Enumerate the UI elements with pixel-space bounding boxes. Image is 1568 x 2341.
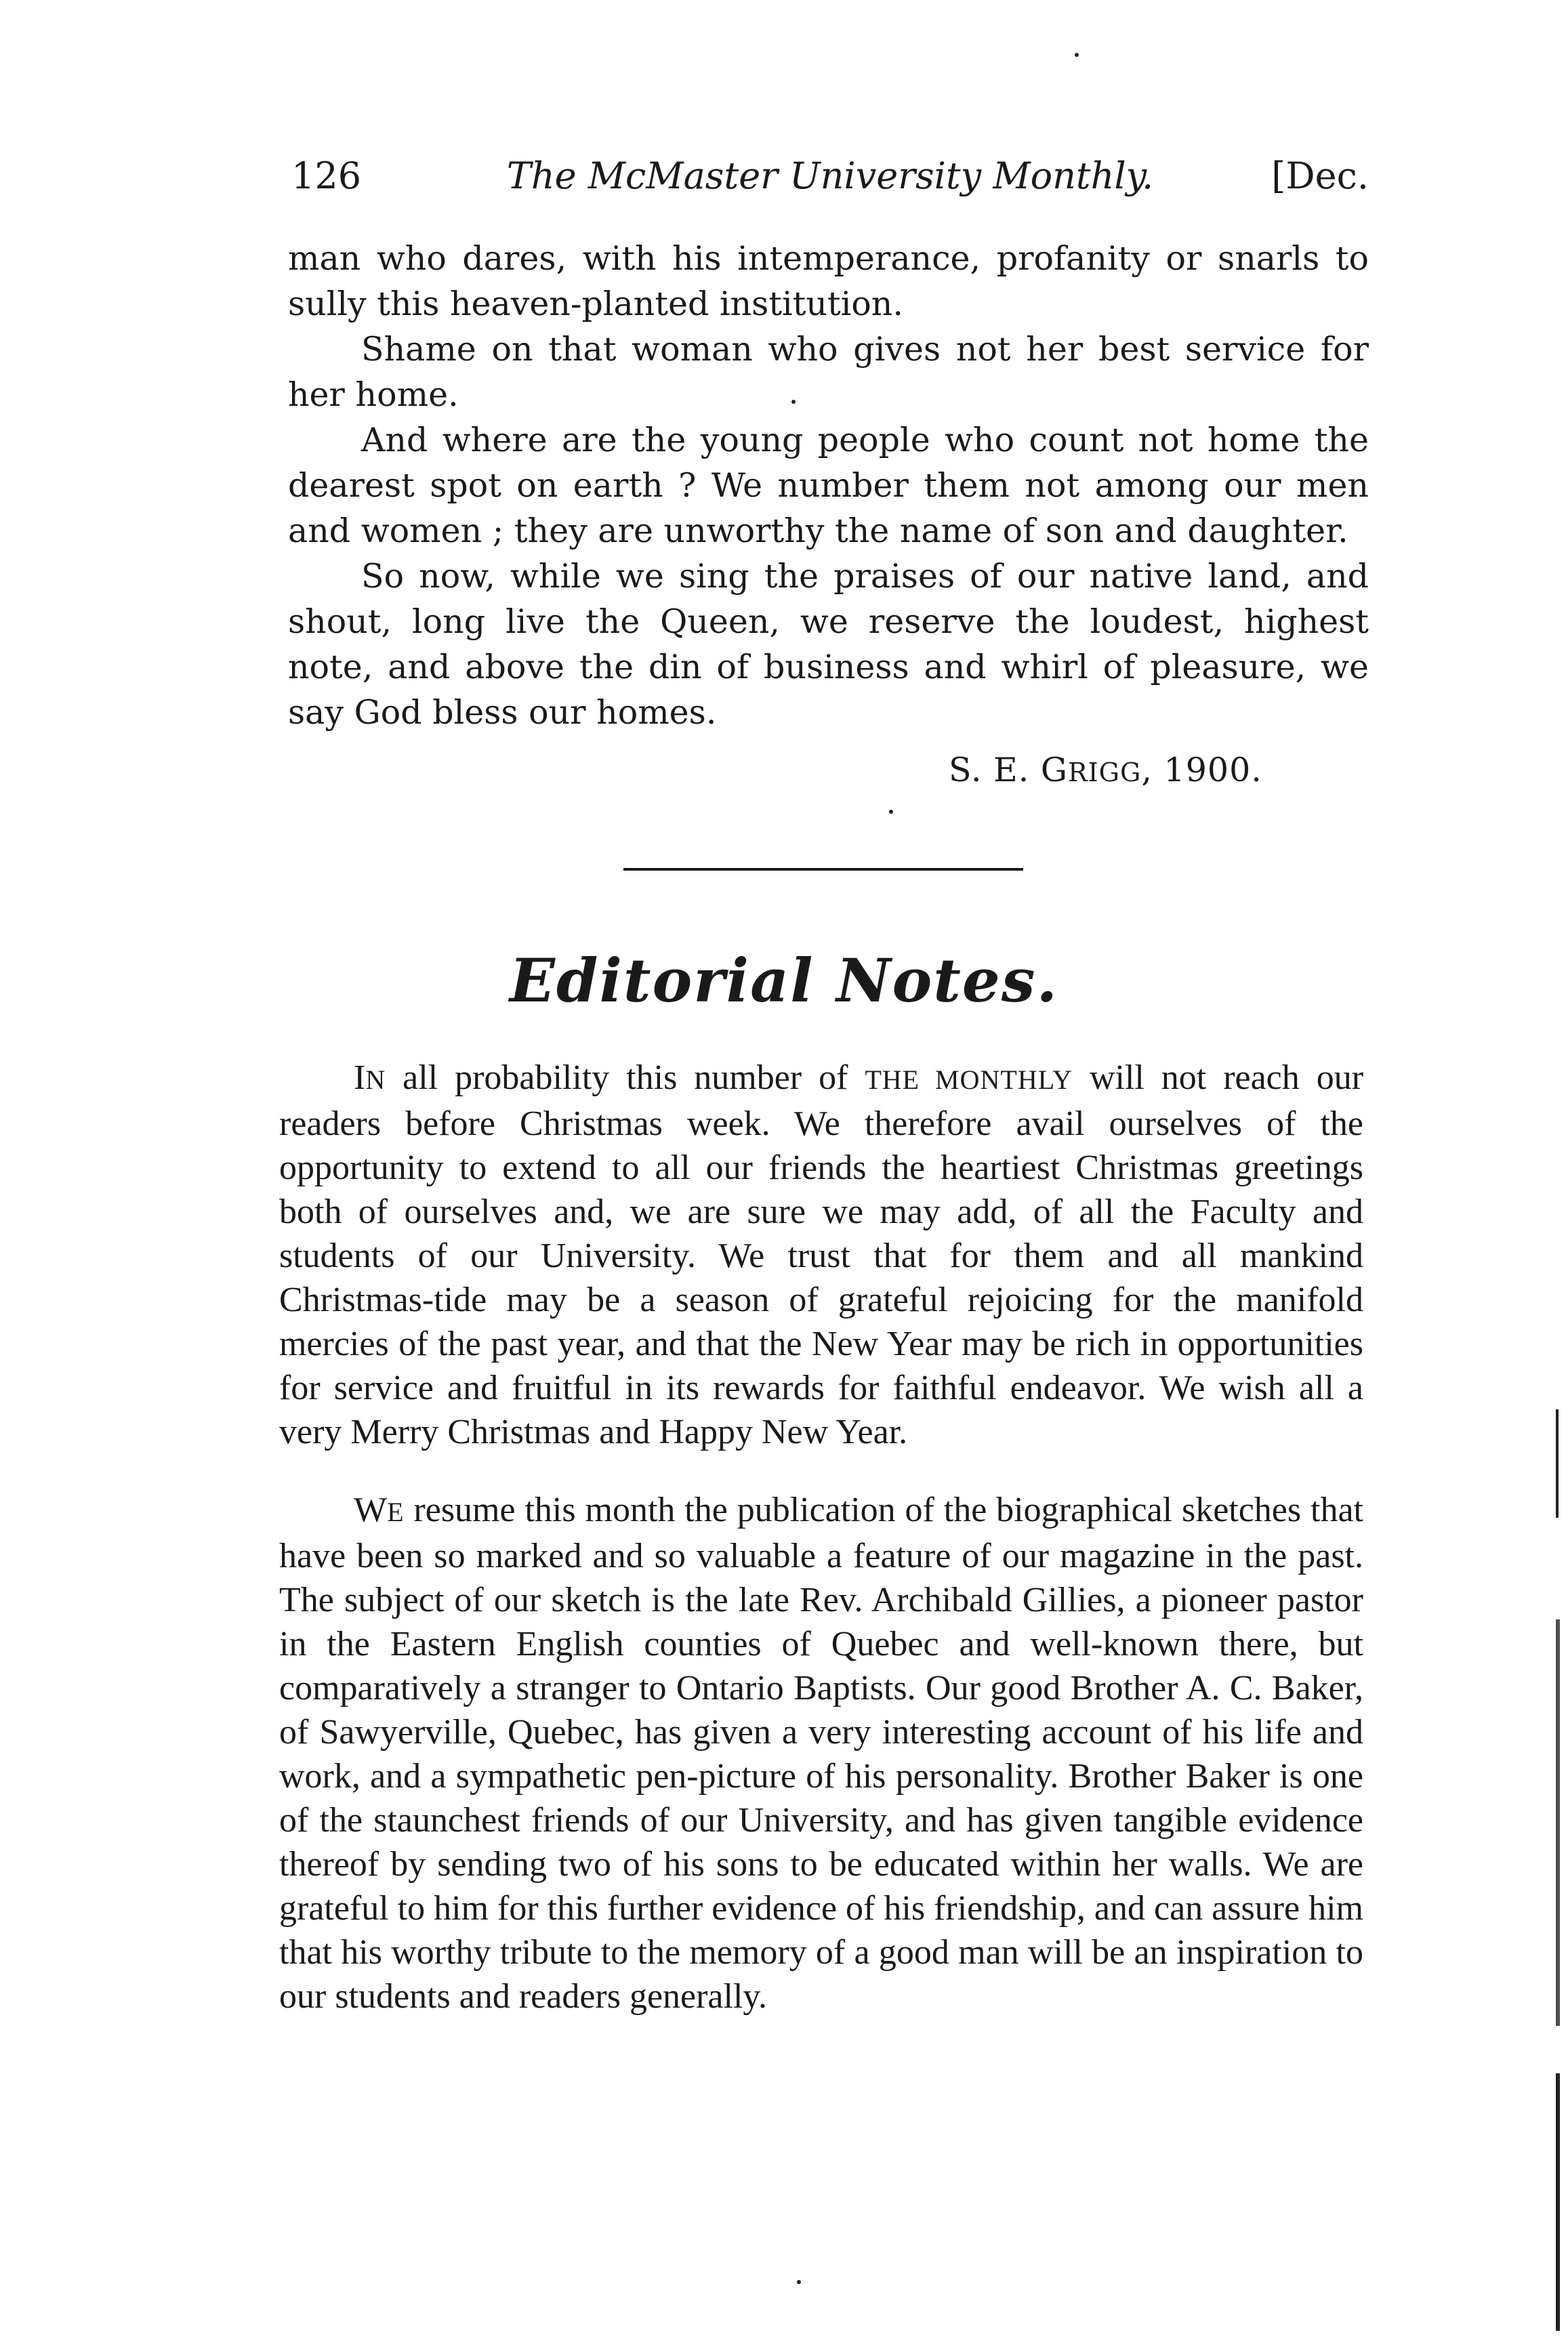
scan-edge-mark	[1556, 1409, 1559, 1518]
editorial-notes	[279, 1056, 1363, 2018]
signature-initials: S. E. G	[949, 751, 1069, 789]
editorial-paragraph	[279, 1056, 1363, 1454]
scan-speck	[1075, 53, 1079, 57]
lead-letter: W	[354, 1491, 388, 1529]
scan-speck	[889, 810, 893, 814]
journal-title: The McMaster University Monthly.	[506, 154, 1154, 197]
article-paragraph: Shame on that woman who gives not her best service for her home.	[288, 330, 1369, 414]
running-header	[291, 154, 1369, 209]
author-signature	[949, 751, 1262, 789]
section-divider	[623, 868, 1023, 871]
section-heading: Editorial Notes.	[509, 945, 1059, 1016]
article-paragraph: And where are the young people who count not home the dearest spot on earth ? We number them not among our men and women ; they are unworthy the name of son and daughter.	[288, 421, 1369, 550]
page-number: 126	[291, 154, 362, 197]
scan-speck	[797, 2280, 801, 2284]
paragraph-text: will not reach our readers before Christmas week. We therefore avail ourselves of the opportunity to extend to all our friends the heartiest Christmas greetings both of ourselves and, we are sure we may add, of all the Faculty and students of our University. We trust that for them and all mankind Christmas-tide may be a season of grateful rejoicing for the manifold mercies of the past year, and that the New Year may be rich in opportunities for service and fruitful in its rewards for faithful endeavor. We wish all a very Merry Christmas and Happy New Year.	[279, 1058, 1364, 1451]
editorial-paragraph	[279, 1488, 1363, 2018]
issue-month: [Dec.	[1271, 154, 1369, 197]
scan-edge-mark	[1556, 1619, 1560, 2026]
article-continuation	[288, 236, 1369, 735]
article-paragraph: man who dares, with his intemperance, profanity or snarls to sully this heaven-planted institution.	[288, 239, 1369, 323]
article-paragraph: So now, while we sing the praises of our native land, and shout, long live the Queen, we reserve the loudest, highest note, and above the din of business and whirl of pleasure, we say God bless our homes.	[288, 557, 1369, 732]
lead-smallcaps: E	[387, 1497, 405, 1527]
scan-edge-mark	[1556, 2073, 1560, 2331]
paragraph-text: all probability this number of	[386, 1058, 865, 1097]
paragraph-text: resume this month the publication of the biographical sketches that have been so marked and so valuable a feature of our magazine in the past. The subject of our sketch is the late Rev. Archibald Gillies, a pioneer pastor in the Eastern English counties of Quebec and well-known there, but comparatively a stranger to Ontario Baptists. Our good Brother A. C. Baker, of Sawyerville, Quebec, has given a very interesting account of his life and work, and a sympathetic pen-picture of his personality. Brother Baker is one of the staunchest friends of our University, and has given tangible evidence thereof by sending two of his sons to be educated within her walls. We are grateful to him for this further evidence of his friendship, and can assure him that his worthy tribute to the memory of a good man will be an inspiration to our students and readers generally.	[279, 1491, 1363, 2016]
lead-smallcaps: N	[365, 1064, 386, 1095]
scan-speck	[791, 400, 796, 404]
signature-year: , 1900.	[1141, 751, 1262, 789]
signature-surname: RIGG	[1068, 758, 1142, 787]
magazine-name: THE MONTHLY	[865, 1064, 1073, 1095]
lead-letter: I	[354, 1058, 366, 1097]
